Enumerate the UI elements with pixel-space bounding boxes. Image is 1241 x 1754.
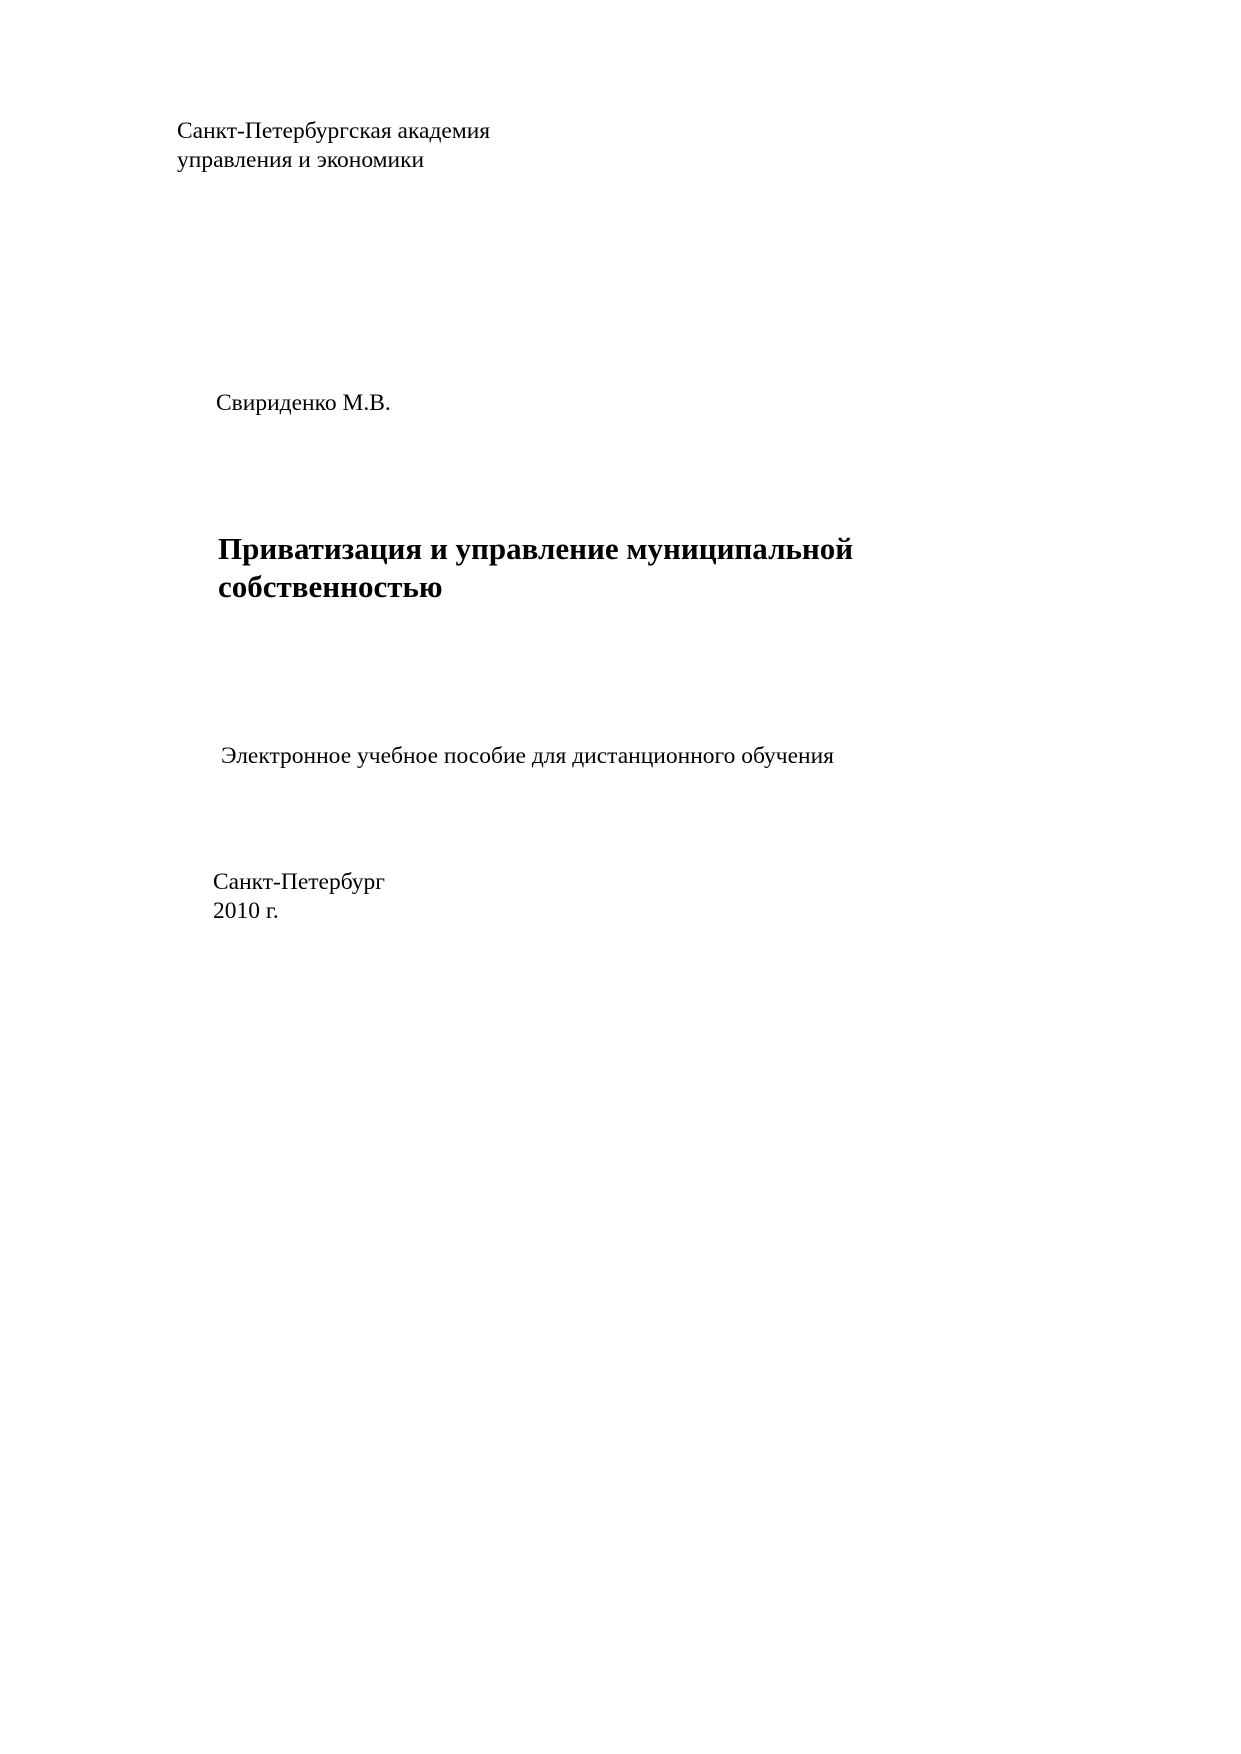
document-title <box>218 530 853 606</box>
document-subtitle: Электронное учебное пособие для дистанционного обучения <box>221 743 834 769</box>
institution-name <box>177 117 490 175</box>
title-line-2: собственностью <box>218 569 443 604</box>
institution-line-2: управления и экономики <box>177 147 425 173</box>
imprint <box>213 868 385 926</box>
imprint-year: 2010 г. <box>213 898 279 924</box>
author-name: Свириденко М.В. <box>216 390 391 416</box>
institution-line-1: Санкт-Петербургская академия <box>177 118 491 144</box>
title-line-1: Приватизация и управление муниципальной <box>218 531 854 566</box>
imprint-city: Санкт-Петербург <box>213 869 385 895</box>
